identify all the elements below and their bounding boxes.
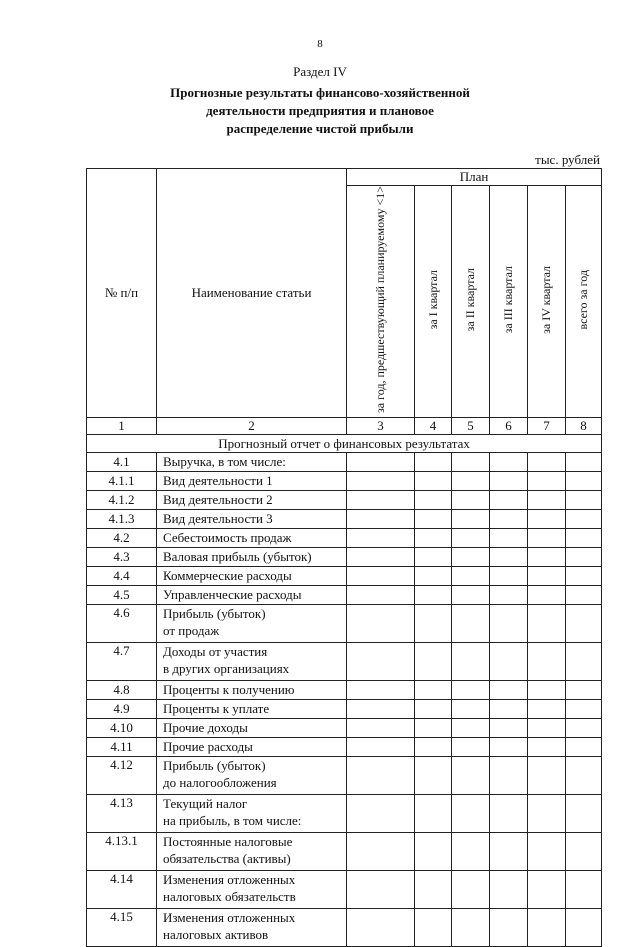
- value-cell[interactable]: [347, 642, 415, 680]
- value-cell[interactable]: [347, 699, 415, 718]
- row-name: [157, 547, 347, 566]
- header-plan: План: [347, 169, 602, 186]
- value-cell[interactable]: [415, 699, 452, 718]
- value-cell[interactable]: [528, 566, 566, 585]
- value-cell[interactable]: [490, 566, 528, 585]
- section-row: Прогнозный отчет о финансовых результатах: [87, 434, 602, 452]
- value-cell[interactable]: [415, 604, 452, 642]
- header-plan-col: [415, 186, 452, 418]
- value-cell[interactable]: [415, 756, 452, 794]
- table-row: [87, 642, 602, 680]
- value-cell[interactable]: [566, 585, 602, 604]
- table-row: [87, 832, 602, 870]
- value-cell[interactable]: [490, 509, 528, 528]
- row-number: 4.13.1: [87, 832, 157, 870]
- row-name: [157, 509, 347, 528]
- row-name-line: Постоянные налоговые: [163, 833, 293, 849]
- header-plan-col-text: за IV квартал: [539, 265, 553, 334]
- value-cell[interactable]: [528, 699, 566, 718]
- value-cell[interactable]: [452, 566, 490, 585]
- value-cell[interactable]: [490, 699, 528, 718]
- value-cell[interactable]: [490, 737, 528, 756]
- row-name: [157, 680, 347, 699]
- value-cell[interactable]: [415, 832, 452, 870]
- value-cell[interactable]: [347, 528, 415, 547]
- value-cell[interactable]: [528, 756, 566, 794]
- value-cell[interactable]: [452, 756, 490, 794]
- table-row: [87, 490, 602, 509]
- row-name-line: Вид деятельности 3: [163, 510, 273, 526]
- value-cell[interactable]: [490, 585, 528, 604]
- table-row: [87, 699, 602, 718]
- table-row: [87, 756, 602, 794]
- row-name: [157, 452, 347, 471]
- value-cell[interactable]: [452, 471, 490, 490]
- value-cell[interactable]: [528, 604, 566, 642]
- value-cell[interactable]: [528, 585, 566, 604]
- value-cell[interactable]: [490, 756, 528, 794]
- value-cell[interactable]: [347, 832, 415, 870]
- table-row: [87, 908, 602, 946]
- row-name-line: Валовая прибыль (убыток): [163, 548, 312, 564]
- value-cell[interactable]: [415, 490, 452, 509]
- value-cell[interactable]: [528, 870, 566, 908]
- row-number: 4.10: [87, 718, 157, 737]
- value-cell[interactable]: [452, 699, 490, 718]
- value-cell[interactable]: [566, 870, 602, 908]
- header-plan-col-text: за II квартал: [463, 267, 477, 332]
- row-name-line: Прибыль (убыток): [163, 605, 266, 621]
- value-cell[interactable]: [347, 452, 415, 471]
- value-cell[interactable]: [566, 604, 602, 642]
- row-name: [157, 528, 347, 547]
- value-cell[interactable]: [566, 509, 602, 528]
- value-cell[interactable]: [566, 699, 602, 718]
- value-cell[interactable]: [415, 737, 452, 756]
- row-name: [157, 756, 347, 794]
- header-plan-col: [566, 186, 602, 418]
- column-number: 2: [157, 417, 347, 434]
- row-name: [157, 870, 347, 908]
- row-number: 4.11: [87, 737, 157, 756]
- value-cell[interactable]: [566, 794, 602, 832]
- value-cell[interactable]: [452, 490, 490, 509]
- value-cell[interactable]: [490, 680, 528, 699]
- column-number: 1: [87, 417, 157, 434]
- row-name-line: Доходы от участия: [163, 643, 268, 659]
- value-cell[interactable]: [347, 490, 415, 509]
- value-cell[interactable]: [566, 452, 602, 471]
- row-number: 4.8: [87, 680, 157, 699]
- value-cell[interactable]: [452, 718, 490, 737]
- value-cell[interactable]: [347, 547, 415, 566]
- table-row: [87, 870, 602, 908]
- value-cell[interactable]: [347, 718, 415, 737]
- row-name-line: Прочие расходы: [163, 738, 253, 754]
- value-cell[interactable]: [566, 471, 602, 490]
- value-cell[interactable]: [528, 908, 566, 946]
- value-cell[interactable]: [452, 452, 490, 471]
- value-cell[interactable]: [452, 509, 490, 528]
- table-row: [87, 794, 602, 832]
- value-cell[interactable]: [415, 870, 452, 908]
- value-cell[interactable]: [490, 718, 528, 737]
- document-title: [0, 84, 640, 138]
- row-number: 4.2: [87, 528, 157, 547]
- value-cell[interactable]: [415, 908, 452, 946]
- row-name-line: Коммерческие расходы: [163, 567, 292, 583]
- units-label: тыс. рублей: [535, 152, 600, 167]
- row-number: 4.12: [87, 756, 157, 794]
- row-name: [157, 490, 347, 509]
- value-cell[interactable]: [347, 604, 415, 642]
- value-cell[interactable]: [566, 718, 602, 737]
- value-cell[interactable]: [452, 832, 490, 870]
- header-plan-col: [490, 186, 528, 418]
- value-cell[interactable]: [347, 471, 415, 490]
- table-row: [87, 737, 602, 756]
- row-name-line: налоговых обязательств: [163, 888, 296, 904]
- value-cell[interactable]: [452, 547, 490, 566]
- value-cell[interactable]: [347, 756, 415, 794]
- row-name-line: Текущий налог: [163, 795, 248, 811]
- value-cell[interactable]: [566, 490, 602, 509]
- value-cell[interactable]: [347, 509, 415, 528]
- value-cell[interactable]: [415, 642, 452, 680]
- row-name-line: Себестоимость продаж: [163, 529, 292, 545]
- row-name: [157, 794, 347, 832]
- value-cell[interactable]: [490, 528, 528, 547]
- value-cell[interactable]: [528, 452, 566, 471]
- value-cell[interactable]: [452, 585, 490, 604]
- row-number: 4.1.1: [87, 471, 157, 490]
- value-cell[interactable]: [490, 452, 528, 471]
- value-cell[interactable]: [452, 870, 490, 908]
- table-body: [87, 452, 602, 946]
- header-plan-col-text: за год, предшествующий планируемому <1>: [373, 186, 387, 413]
- value-cell[interactable]: [528, 509, 566, 528]
- value-cell[interactable]: [528, 490, 566, 509]
- value-cell[interactable]: [452, 680, 490, 699]
- value-cell[interactable]: [452, 794, 490, 832]
- value-cell[interactable]: [415, 452, 452, 471]
- row-number: 4.13: [87, 794, 157, 832]
- title-line: распределение чистой прибыли: [226, 121, 414, 136]
- row-name: [157, 604, 347, 642]
- value-cell[interactable]: [528, 528, 566, 547]
- value-cell[interactable]: [490, 832, 528, 870]
- value-cell[interactable]: [452, 908, 490, 946]
- row-number: 4.1.2: [87, 490, 157, 509]
- table-row: [87, 452, 602, 471]
- value-cell[interactable]: [415, 680, 452, 699]
- row-number: 4.1: [87, 452, 157, 471]
- row-name: [157, 566, 347, 585]
- row-name-line: Выручка, в том числе:: [163, 453, 286, 469]
- value-cell[interactable]: [347, 908, 415, 946]
- value-cell[interactable]: [566, 832, 602, 870]
- header-plan-col: [452, 186, 490, 418]
- value-cell[interactable]: [528, 718, 566, 737]
- value-cell[interactable]: [490, 908, 528, 946]
- value-cell[interactable]: [415, 585, 452, 604]
- value-cell[interactable]: [566, 547, 602, 566]
- row-name-line: Управленческие расходы: [163, 586, 302, 602]
- header-plan-col-text: за III квартал: [501, 265, 515, 334]
- row-name: [157, 832, 347, 870]
- value-cell[interactable]: [528, 471, 566, 490]
- row-name-line: в других организациях: [163, 660, 290, 676]
- header-plan-col: [347, 186, 415, 418]
- value-cell[interactable]: [490, 471, 528, 490]
- row-number: 4.4: [87, 566, 157, 585]
- value-cell[interactable]: [528, 680, 566, 699]
- value-cell[interactable]: [566, 642, 602, 680]
- column-number: 3: [347, 417, 415, 434]
- value-cell[interactable]: [566, 528, 602, 547]
- value-cell[interactable]: [566, 908, 602, 946]
- value-cell[interactable]: [566, 737, 602, 756]
- column-number: 7: [528, 417, 566, 434]
- value-cell[interactable]: [490, 870, 528, 908]
- table-row: [87, 680, 602, 699]
- page-number: 8: [317, 38, 323, 50]
- value-cell[interactable]: [490, 490, 528, 509]
- row-name: [157, 471, 347, 490]
- value-cell[interactable]: [347, 870, 415, 908]
- value-cell[interactable]: [415, 718, 452, 737]
- row-name: [157, 642, 347, 680]
- row-name-line: Проценты к получению: [163, 681, 295, 697]
- row-name-line: обязательства (активы): [163, 850, 291, 866]
- table-row: [87, 718, 602, 737]
- value-cell[interactable]: [415, 471, 452, 490]
- column-number: 5: [452, 417, 490, 434]
- column-number: 8: [566, 417, 602, 434]
- value-cell[interactable]: [452, 604, 490, 642]
- table-row: [87, 566, 602, 585]
- value-cell[interactable]: [452, 528, 490, 547]
- row-name: [157, 718, 347, 737]
- financial-forecast-table: [86, 168, 602, 947]
- value-cell[interactable]: [490, 604, 528, 642]
- value-cell[interactable]: [347, 680, 415, 699]
- value-cell[interactable]: [566, 680, 602, 699]
- value-cell[interactable]: [415, 794, 452, 832]
- table-row: [87, 585, 602, 604]
- row-name: [157, 585, 347, 604]
- table-row: [87, 547, 602, 566]
- row-number: 4.6: [87, 604, 157, 642]
- row-name-line: Прочие доходы: [163, 719, 248, 735]
- table-row: [87, 528, 602, 547]
- row-name-line: Проценты к уплате: [163, 700, 270, 716]
- title-line: Прогнозные результаты финансово-хозяйственной: [170, 85, 470, 100]
- row-number: 4.15: [87, 908, 157, 946]
- row-name-line: до налогообложения: [163, 774, 277, 790]
- value-cell[interactable]: [566, 566, 602, 585]
- value-cell[interactable]: [528, 832, 566, 870]
- value-cell[interactable]: [415, 547, 452, 566]
- table-row: [87, 509, 602, 528]
- title-line: деятельности предприятия и плановое: [206, 103, 434, 118]
- row-name-line: Прибыль (убыток): [163, 757, 266, 773]
- row-name-line: Изменения отложенных: [163, 871, 296, 887]
- table-row: [87, 471, 602, 490]
- value-cell[interactable]: [415, 509, 452, 528]
- row-name: [157, 908, 347, 946]
- row-name-line: на прибыль, в том числе:: [163, 812, 302, 828]
- row-name-line: налоговых активов: [163, 926, 269, 942]
- value-cell[interactable]: [490, 794, 528, 832]
- section-heading: Раздел IV: [293, 64, 347, 79]
- value-cell[interactable]: [347, 737, 415, 756]
- row-number: 4.5: [87, 585, 157, 604]
- row-number: 4.1.3: [87, 509, 157, 528]
- header-plan-col: [528, 186, 566, 418]
- header-plan-col-text: всего за год: [576, 269, 591, 330]
- value-cell[interactable]: [490, 547, 528, 566]
- value-cell[interactable]: [528, 794, 566, 832]
- column-number: 6: [490, 417, 528, 434]
- row-number: 4.9: [87, 699, 157, 718]
- value-cell[interactable]: [415, 566, 452, 585]
- value-cell[interactable]: [347, 566, 415, 585]
- value-cell[interactable]: [528, 642, 566, 680]
- header-num: № п/п: [87, 169, 157, 418]
- column-number: 4: [415, 417, 452, 434]
- header-plan-col-text: за I квартал: [425, 269, 440, 330]
- row-name-line: Вид деятельности 2: [163, 491, 273, 507]
- value-cell[interactable]: [347, 585, 415, 604]
- value-cell[interactable]: [415, 528, 452, 547]
- header-name: Наименование статьи: [157, 169, 347, 418]
- row-name: [157, 737, 347, 756]
- value-cell[interactable]: [452, 737, 490, 756]
- row-name: [157, 699, 347, 718]
- row-number: 4.7: [87, 642, 157, 680]
- row-name-line: от продаж: [163, 622, 220, 638]
- value-cell[interactable]: [490, 642, 528, 680]
- row-name-line: Вид деятельности 1: [163, 472, 273, 488]
- row-name-line: Изменения отложенных: [163, 909, 296, 925]
- value-cell[interactable]: [452, 642, 490, 680]
- value-cell[interactable]: [528, 547, 566, 566]
- row-number: 4.3: [87, 547, 157, 566]
- value-cell[interactable]: [566, 756, 602, 794]
- row-number: 4.14: [87, 870, 157, 908]
- value-cell[interactable]: [528, 737, 566, 756]
- table-row: [87, 604, 602, 642]
- value-cell[interactable]: [347, 794, 415, 832]
